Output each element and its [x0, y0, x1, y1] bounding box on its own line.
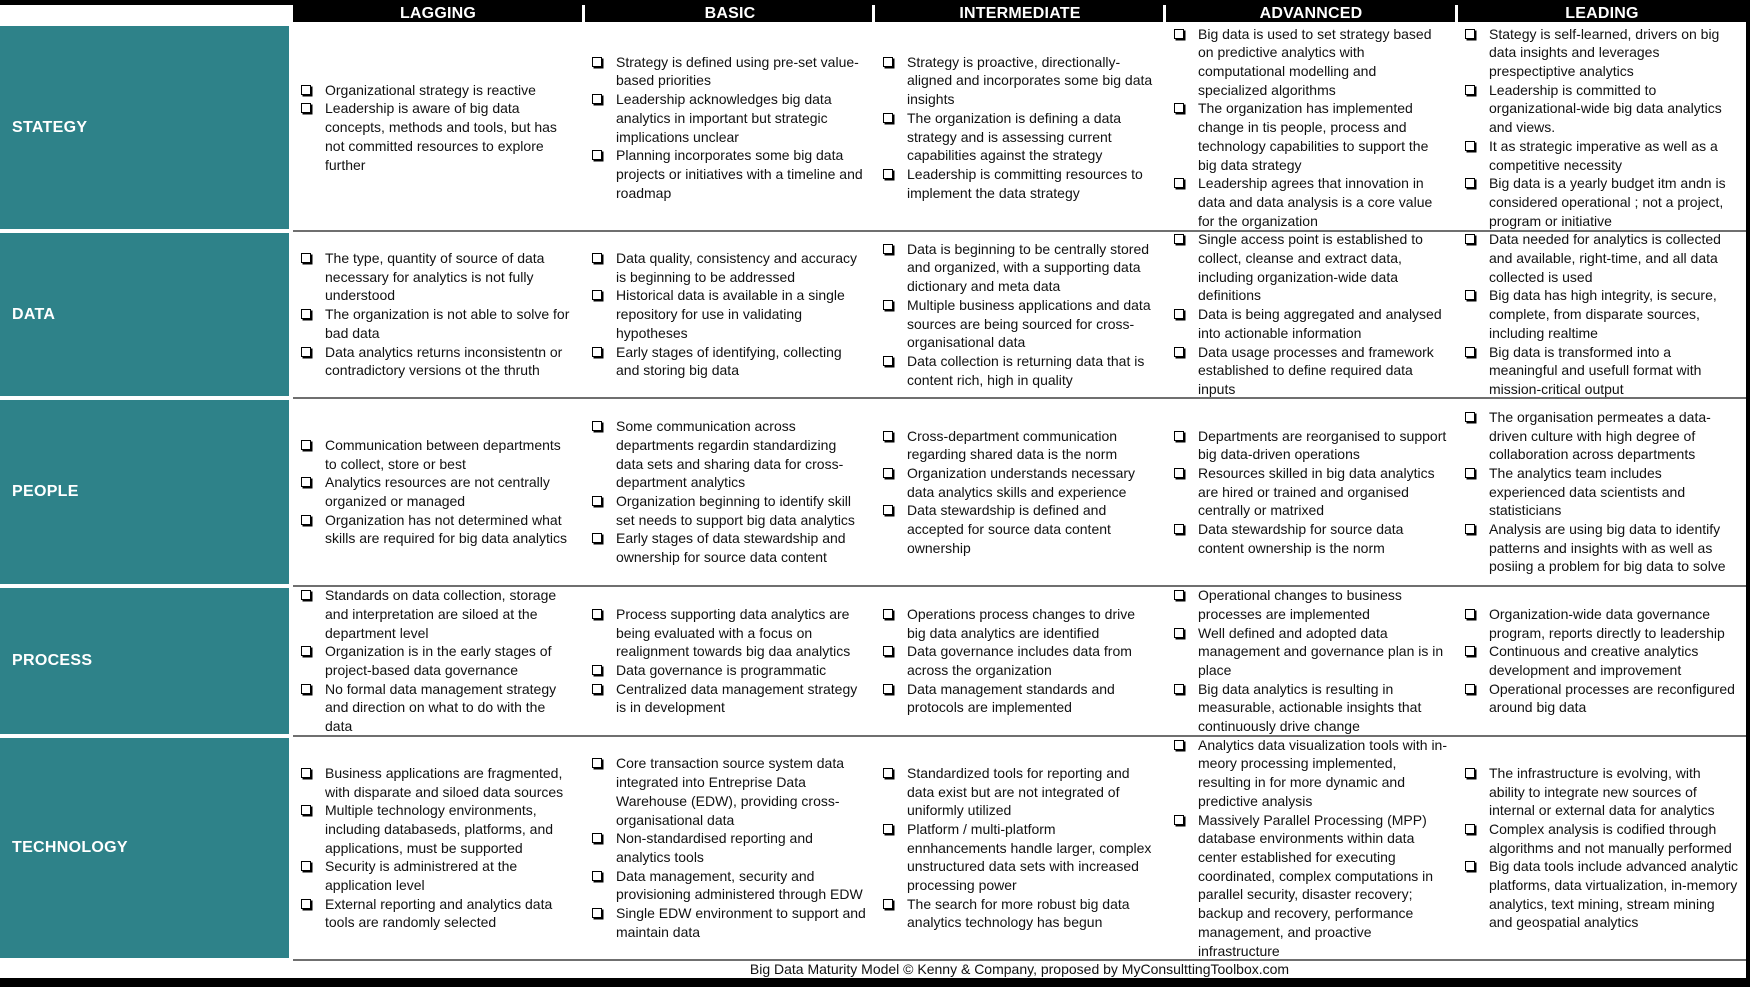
checkbox-bullet-icon: [883, 300, 893, 310]
checkbox-bullet-icon: [883, 57, 893, 67]
checklist: [1166, 25, 1448, 231]
cell-people-intermediate: [875, 400, 1163, 584]
checklist-item-text: Data is being aggregated and analysed into actionable information: [1198, 306, 1442, 341]
checkbox-bullet-icon: [301, 805, 311, 815]
checkbox-bullet-icon: [1465, 468, 1475, 478]
checklist-item-text: The organisation permeates a data-driven culture with high degree of collaboration across departments: [1489, 408, 1711, 463]
cell-strategy-basic: [584, 26, 872, 229]
footer-credit: Big Data Maturity Model © Kenny & Company, proposed by MyConsulttingToolbox.com: [749, 961, 1290, 977]
checklist-item-text: Big data tools include advanced analytic platforms, data virtualization, in-memory analytics, text mining, stream mining and geospatial analytics: [1489, 858, 1739, 931]
checklist-item-text: Data stewardship for source data content ownership is the norm: [1198, 521, 1404, 556]
checkbox-bullet-icon: [1174, 815, 1184, 825]
checklist-item-text: Big data is used to set strategy based on predictive analytics with computational modelling and specialized algorithms: [1198, 25, 1432, 98]
checklist-item-text: Analytics data visualization tools with in-meory processing implemented, resulting in for more dynamic and predictive analysis: [1198, 736, 1448, 809]
checkbox-bullet-icon: [1465, 609, 1475, 619]
checklist: [875, 764, 1157, 932]
checkbox-bullet-icon: [1465, 524, 1475, 534]
checklist: [1166, 427, 1448, 558]
cell-process-advannced: [1166, 588, 1454, 734]
checkbox-bullet-icon: [1465, 684, 1475, 694]
checklist-item-text: The organization has implemented change in tis people, process and technology capabilities to support the big data strategy: [1198, 100, 1429, 173]
checklist-item-text: Resources skilled in big data analytics are hired or trained and organised centrally or matrixed: [1198, 464, 1435, 519]
checklist-item-text: Data collection is returning data that is content rich, high in quality: [907, 352, 1145, 388]
column-header-intermediate: INTERMEDIATE: [959, 5, 1081, 22]
checklist-item: [1166, 25, 1448, 100]
checkbox-bullet-icon: [301, 684, 311, 694]
checklist-item-text: Big data has high integrity, is secure, complete, from disparate sources, including realtime: [1489, 287, 1717, 341]
checklist-item-text: Continuous and creative analytics development and improvement: [1489, 643, 1699, 678]
checklist: [584, 417, 866, 567]
checklist-item-text: Data usage processes and framework established to define required data inputs: [1198, 343, 1434, 397]
checklist-item: [1457, 81, 1739, 137]
checklist-item: [875, 680, 1157, 717]
cell-process-leading: [1457, 588, 1745, 734]
cell-data-advannced: [1166, 233, 1454, 396]
checklist-item: [875, 501, 1157, 557]
checkbox-bullet-icon: [1465, 290, 1475, 300]
checklist-item: [293, 857, 575, 894]
checklist-item: [1457, 343, 1739, 399]
checkbox-bullet-icon: [883, 899, 893, 909]
checkbox-bullet-icon: [1465, 347, 1475, 357]
checkbox-bullet-icon: [883, 169, 893, 179]
cell-technology-advannced: [1166, 738, 1454, 958]
checkbox-bullet-icon: [883, 646, 893, 656]
checklist-item: [584, 343, 866, 380]
checkbox-bullet-icon: [301, 309, 311, 319]
checklist: [875, 53, 1157, 203]
checklist-item-text: Leadership agrees that innovation in data and data analysis is a core value for the organization: [1198, 175, 1433, 229]
checkbox-bullet-icon: [592, 758, 602, 768]
checklist-item: [293, 642, 575, 679]
checklist-item: [293, 81, 575, 100]
checklist-item: [584, 680, 866, 717]
checklist-item: [293, 305, 575, 342]
checklist: [293, 249, 575, 380]
checklist-item: [584, 605, 866, 661]
checklist-item-text: Business applications are fragmented, with disparate and siloed data sources: [325, 764, 564, 800]
checkbox-bullet-icon: [301, 515, 311, 525]
checkbox-bullet-icon: [301, 899, 311, 909]
checklist-item-text: External reporting and analytics data tools are randomly selected: [325, 895, 553, 931]
cell-data-leading: [1457, 233, 1745, 396]
checklist-item-text: Data needed for analytics is collected and available, right-time, and all data collected is used: [1489, 231, 1721, 285]
checklist-item: [293, 436, 575, 473]
checklist-item-text: Big data is a yearly budget itm andn is considered operational ; not a project, program or initiative: [1489, 175, 1726, 229]
checklist: [1166, 736, 1448, 960]
checkbox-bullet-icon: [1465, 824, 1475, 834]
cell-process-intermediate: [875, 588, 1163, 734]
checkbox-bullet-icon: [1465, 141, 1475, 151]
checklist-item-text: Leadership is aware of big data concepts, methods and tools, but has not committed resources to explore further: [325, 100, 557, 173]
checkbox-bullet-icon: [592, 609, 602, 619]
checkbox-bullet-icon: [301, 768, 311, 778]
checklist-item: [1166, 343, 1448, 399]
checklist: [1166, 586, 1448, 736]
checklist-item-text: Cross-department communication regarding shared data is the norm: [907, 427, 1118, 463]
cell-strategy-leading: [1457, 26, 1745, 229]
cell-technology-leading: [1457, 738, 1745, 958]
checkbox-bullet-icon: [301, 861, 311, 871]
checkbox-bullet-icon: [592, 253, 602, 263]
checklist-item: [584, 529, 866, 566]
checklist-item: [875, 240, 1157, 296]
cell-people-lagging: [293, 400, 581, 584]
checklist-item-text: The organization is not able to solve for bad data: [325, 306, 570, 341]
checklist-item: [1457, 408, 1739, 464]
checkbox-bullet-icon: [883, 244, 893, 254]
checklist-item-text: Organizational strategy is reactive: [325, 81, 536, 98]
checklist: [584, 249, 866, 380]
checklist-item: [293, 343, 575, 380]
cell-strategy-lagging: [293, 26, 581, 229]
checklist-item-text: Organization understands necessary data analytics skills and experience: [907, 464, 1136, 500]
checkbox-bullet-icon: [883, 113, 893, 123]
checkbox-bullet-icon: [883, 468, 893, 478]
cell-people-advannced: [1166, 400, 1454, 584]
checklist-item-text: The organization is defining a data strategy and is assessing current capabilities against the strategy: [907, 109, 1122, 164]
checklist-item: [1457, 25, 1739, 81]
checklist-item-text: Data is beginning to be centrally stored and organized, with a supporting data dictionary and meta data: [907, 240, 1150, 295]
checkbox-bullet-icon: [1174, 684, 1184, 694]
checklist-item-text: Planning incorporates some big data projects or initiatives with a timeline and roadmap: [616, 147, 863, 201]
row-label-data: DATA: [0, 233, 289, 396]
checklist-item-text: Multiple business applications and data sources are being sourced for cross-organisational data: [907, 296, 1151, 351]
cell-technology-basic: [584, 738, 872, 958]
checklist-item-text: Organization beginning to identify skill set needs to support big data analytics: [616, 493, 855, 528]
checklist-item: [1457, 520, 1739, 576]
checklist-item: [875, 427, 1157, 464]
checklist-item: [875, 53, 1157, 109]
checklist-item-text: Centralized data management strategy is in development: [616, 680, 858, 716]
checklist-item: [584, 754, 866, 829]
checklist-item-text: Process supporting data analytics are being evaluated with a focus on realignment towards big daa analytics: [616, 605, 851, 660]
checklist-item-text: Early stages of identifying, collecting and storing big data: [616, 343, 842, 379]
checklist-item-text: Data governance includes data from across the organization: [907, 643, 1132, 678]
checklist-item-text: Data governance is programmatic: [616, 662, 827, 678]
checklist-item: [1457, 137, 1739, 174]
checklist-item-text: Data management, security and provisioning administered through EDW: [616, 867, 863, 903]
checklist-item-text: Leadership is committing resources to implement the data strategy: [907, 165, 1143, 201]
checklist-item: [1457, 605, 1739, 642]
checkbox-bullet-icon: [592, 533, 602, 543]
checkbox-bullet-icon: [883, 356, 893, 366]
cell-data-intermediate: [875, 233, 1163, 396]
checkbox-bullet-icon: [883, 684, 893, 694]
checklist: [1166, 230, 1448, 398]
checklist-item: [584, 417, 866, 492]
cell-strategy-advannced: [1166, 26, 1454, 229]
column-header-basic: BASIC: [704, 5, 756, 22]
cell-technology-intermediate: [875, 738, 1163, 958]
checkbox-bullet-icon: [1174, 468, 1184, 478]
checkbox-bullet-icon: [1465, 412, 1475, 422]
row-label-process: PROCESS: [0, 588, 289, 734]
checklist-item-text: Big data is transformed into a meaningful and usefull format with mission-critical output: [1489, 343, 1702, 397]
checklist-item: [875, 165, 1157, 202]
checklist-item: [1457, 857, 1739, 932]
checklist-item-text: Some communication across departments regardin standardizing data sets and sharing data for cross-department analytics: [616, 418, 844, 491]
checklist-item-text: Strategy is defined using pre-set value-based priorities: [616, 53, 859, 89]
checkbox-bullet-icon: [1174, 178, 1184, 188]
checklist-item-text: The type, quantity of source of data necessary for analytics is not fully understood: [325, 250, 545, 304]
checklist-item-text: Communication between departments to collect, store or best: [325, 436, 561, 472]
checklist-item-text: Core transaction source system data integrated into Entreprise Data Warehouse (EDW), providing cross-organisational data: [616, 755, 844, 828]
checklist-item: [1166, 427, 1448, 464]
checkbox-bullet-icon: [883, 824, 893, 834]
checklist-item: [584, 904, 866, 941]
checklist-item: [584, 53, 866, 90]
checkbox-bullet-icon: [1174, 590, 1184, 600]
checklist-item: [1166, 174, 1448, 230]
checklist-item: [293, 473, 575, 510]
checklist: [293, 764, 575, 932]
checklist-item: [293, 586, 575, 642]
checklist-item-text: Operational processes are reconfigured around big data: [1489, 680, 1735, 716]
checklist-item: [1457, 764, 1739, 820]
checkbox-bullet-icon: [301, 85, 311, 95]
checklist-item: [875, 296, 1157, 352]
checklist-item-text: Data quality, consistency and accuracy is beginning to be addressed: [616, 250, 857, 285]
checkbox-bullet-icon: [883, 431, 893, 441]
checklist-item: [584, 661, 866, 680]
checklist-item: [1457, 820, 1739, 857]
checklist: [875, 605, 1157, 717]
checkbox-bullet-icon: [1174, 29, 1184, 39]
checklist-item: [293, 99, 575, 174]
checklist-item: [875, 352, 1157, 389]
checkbox-bullet-icon: [301, 103, 311, 113]
checklist-item: [875, 464, 1157, 501]
checklist-item: [1166, 520, 1448, 557]
checklist: [875, 427, 1157, 558]
checklist-item: [1166, 624, 1448, 680]
checkbox-bullet-icon: [301, 253, 311, 263]
checkbox-bullet-icon: [1465, 178, 1475, 188]
checklist-item: [293, 680, 575, 736]
checklist-item-text: The infrastructure is evolving, with ability to integrate new sources of internal or external data for analytics: [1489, 764, 1715, 819]
checklist: [584, 53, 866, 203]
checklist-item: [1457, 680, 1739, 717]
checklist-item-text: Non-standardised reporting and analytics tools: [616, 830, 813, 865]
checkbox-bullet-icon: [1174, 524, 1184, 534]
checklist-item-text: Standardized tools for reporting and data exist but are not integrated of uniformly utilized: [907, 764, 1130, 819]
checklist-item-text: Historical data is available in a single repository for use in validating hypotheses: [616, 287, 845, 341]
cell-technology-lagging: [293, 738, 581, 958]
checkbox-bullet-icon: [883, 609, 893, 619]
checkbox-bullet-icon: [592, 665, 602, 675]
checklist-item: [584, 249, 866, 286]
checkbox-bullet-icon: [592, 833, 602, 843]
checklist-item: [1457, 464, 1739, 520]
checklist-item-text: The search for more robust big data analytics technology has begun: [907, 895, 1130, 931]
checklist-item-text: Single EDW environment to support and maintain data: [616, 905, 866, 940]
checklist: [293, 81, 575, 175]
checklist: [875, 240, 1157, 390]
checklist-item-text: Analysis are using big data to identify patterns and insights with as well as posiing a problem for big data to solve: [1489, 521, 1726, 575]
checklist-item: [875, 764, 1157, 820]
checklist-item: [1457, 230, 1739, 286]
checkbox-bullet-icon: [592, 290, 602, 300]
checklist-item: [293, 249, 575, 305]
checklist-item: [1457, 174, 1739, 230]
checklist-item-text: No formal data management strategy and direction on what to do with the data: [325, 680, 557, 735]
checkbox-bullet-icon: [592, 421, 602, 431]
checklist-item: [875, 605, 1157, 642]
checklist-item-text: Massively Parallel Processing (MPP) database environments within data center established for executing coordinated, complex computations in parallel security, disaster recovery; backup and recovery, performance management, and proactive infrastructure: [1198, 811, 1434, 959]
checklist-item-text: Security is administrered at the application level: [325, 858, 518, 894]
checkbox-bullet-icon: [592, 150, 602, 160]
checkbox-bullet-icon: [301, 590, 311, 600]
checklist: [293, 586, 575, 736]
checklist-item: [293, 511, 575, 548]
cell-strategy-intermediate: [875, 26, 1163, 229]
checklist-item-text: Analytics resources are not centrally organized or managed: [325, 474, 550, 509]
checkbox-bullet-icon: [592, 57, 602, 67]
checklist-item: [1457, 642, 1739, 679]
checklist-item-text: Organization is in the early stages of project-based data governance: [325, 643, 552, 678]
checklist-item-text: Departments are reorganised to support big data-driven operations: [1198, 427, 1447, 463]
checklist-item-text: It as strategic imperative as well as a competitive necessity: [1489, 137, 1718, 173]
row-label-technology: TECHNOLOGY: [0, 738, 289, 958]
row-divider: [293, 735, 1746, 737]
checklist-item-text: Strategy is proactive, directionally-aligned and incorporates some big data insights: [907, 53, 1153, 108]
cell-data-lagging: [293, 233, 581, 396]
cell-people-basic: [584, 400, 872, 584]
checklist-item: [1457, 286, 1739, 342]
checklist: [584, 754, 866, 941]
checklist-item-text: Organization-wide data governance program, reports directly to leadership: [1489, 605, 1725, 641]
checklist: [1457, 605, 1739, 717]
checklist: [1457, 230, 1739, 398]
header-corner: [0, 5, 293, 26]
checklist-item: [875, 642, 1157, 679]
checkbox-bullet-icon: [1465, 861, 1475, 871]
checklist-item: [1166, 464, 1448, 520]
checkbox-bullet-icon: [1174, 103, 1184, 113]
checkbox-bullet-icon: [883, 768, 893, 778]
checkbox-bullet-icon: [1465, 234, 1475, 244]
checklist: [293, 436, 575, 548]
checkbox-bullet-icon: [1174, 628, 1184, 638]
cell-process-lagging: [293, 588, 581, 734]
cell-data-basic: [584, 233, 872, 396]
row-label-strategy: STATEGY: [0, 26, 289, 229]
row-divider: [293, 397, 1746, 399]
checkbox-bullet-icon: [592, 496, 602, 506]
checkbox-bullet-icon: [592, 347, 602, 357]
checklist-item-text: Big data analytics is resulting in measurable, actionable insights that continuously drive change: [1198, 680, 1422, 735]
checkbox-bullet-icon: [592, 684, 602, 694]
checkbox-bullet-icon: [1465, 768, 1475, 778]
checklist-item-text: Platform / multi-platform ennhancements handle larger, complex unstructured data sets with increased processing power: [907, 820, 1152, 894]
checklist-item: [1166, 736, 1448, 811]
checklist-item: [875, 895, 1157, 932]
checkbox-bullet-icon: [1174, 347, 1184, 357]
checklist-item: [1166, 305, 1448, 342]
checklist-item-text: Leadership is committed to organizational-wide big data analytics and views.: [1489, 81, 1722, 136]
cell-people-leading: [1457, 400, 1745, 584]
column-header-lagging: LAGGING: [399, 5, 477, 22]
checklist-item-text: Organization has not determined what skills are required for big data analytics: [325, 511, 568, 547]
checkbox-bullet-icon: [592, 871, 602, 881]
checklist-item: [293, 895, 575, 932]
checklist-item-text: The analytics team includes experienced data scientists and statisticians: [1489, 464, 1686, 519]
checklist-item: [584, 286, 866, 342]
checklist-item: [875, 820, 1157, 895]
row-label-people: PEOPLE: [0, 400, 289, 584]
checkbox-bullet-icon: [301, 440, 311, 450]
checklist: [1457, 25, 1739, 231]
checklist-item: [875, 109, 1157, 165]
checklist-item-text: Data management standards and protocols are implemented: [907, 680, 1115, 716]
checklist: [584, 605, 866, 717]
checklist-item: [293, 764, 575, 801]
checklist-item-text: Data analytics returns inconsistentn or contradictory versions ot the thruth: [325, 343, 563, 379]
checklist-item-text: Leadership acknowledges big data analytics in important but strategic implications unclear: [616, 91, 832, 145]
column-header-advanced: ADVANNCED: [1259, 5, 1363, 22]
checklist-item: [1166, 811, 1448, 961]
checklist-item: [1166, 680, 1448, 736]
checklist-item-text: Complex analysis is codified through algorithms and not manually performed: [1489, 820, 1732, 856]
checkbox-bullet-icon: [883, 505, 893, 515]
checklist: [1457, 764, 1739, 932]
checkbox-bullet-icon: [1174, 309, 1184, 319]
checklist-item: [1166, 230, 1448, 305]
checkbox-bullet-icon: [592, 908, 602, 918]
cell-process-basic: [584, 588, 872, 734]
checklist-item: [584, 492, 866, 529]
checklist-item-text: Data stewardship is defined and accepted for source data content ownership: [907, 502, 1111, 556]
checkbox-bullet-icon: [1465, 85, 1475, 95]
checklist-item-text: Standards on data collection, storage and interpretation are siloed at the department level: [325, 587, 557, 641]
checkbox-bullet-icon: [1174, 740, 1184, 750]
checkbox-bullet-icon: [592, 94, 602, 104]
checkbox-bullet-icon: [1465, 29, 1475, 39]
checklist-item: [1166, 586, 1448, 623]
checklist-item-text: Early stages of data stewardship and ownership for source data content: [616, 530, 846, 566]
checklist-item-text: Well defined and adopted data management and governance plan is in place: [1198, 624, 1444, 678]
checklist-item-text: Single access point is established to collect, cleanse and extract data, including organization-wide data definitions: [1198, 231, 1423, 304]
checkbox-bullet-icon: [301, 646, 311, 656]
checklist-item-text: Operational changes to business processes are implemented: [1198, 587, 1402, 622]
checklist-item: [1166, 99, 1448, 174]
checklist: [1457, 408, 1739, 576]
column-header-leading: LEADING: [1565, 5, 1639, 22]
checklist-item-text: Operations process changes to drive big data analytics are identified: [907, 605, 1136, 641]
checklist-item: [584, 146, 866, 202]
checklist-item: [293, 801, 575, 857]
checkbox-bullet-icon: [301, 347, 311, 357]
checklist-item: [584, 90, 866, 146]
checkbox-bullet-icon: [1174, 234, 1184, 244]
maturity-model-page: [0, 5, 1746, 978]
checklist-item-text: Stategy is self-learned, drivers on big data insights and leverages prespectiptive analytics: [1489, 25, 1720, 80]
column-header-band: [293, 5, 1746, 22]
checkbox-bullet-icon: [301, 477, 311, 487]
checklist-item-text: Multiple technology environments, including databaseds, platforms, and applications, must be supported: [325, 802, 554, 856]
checklist-item: [584, 867, 866, 904]
checkbox-bullet-icon: [1174, 431, 1184, 441]
checkbox-bullet-icon: [1465, 646, 1475, 656]
checklist-item: [584, 829, 866, 866]
